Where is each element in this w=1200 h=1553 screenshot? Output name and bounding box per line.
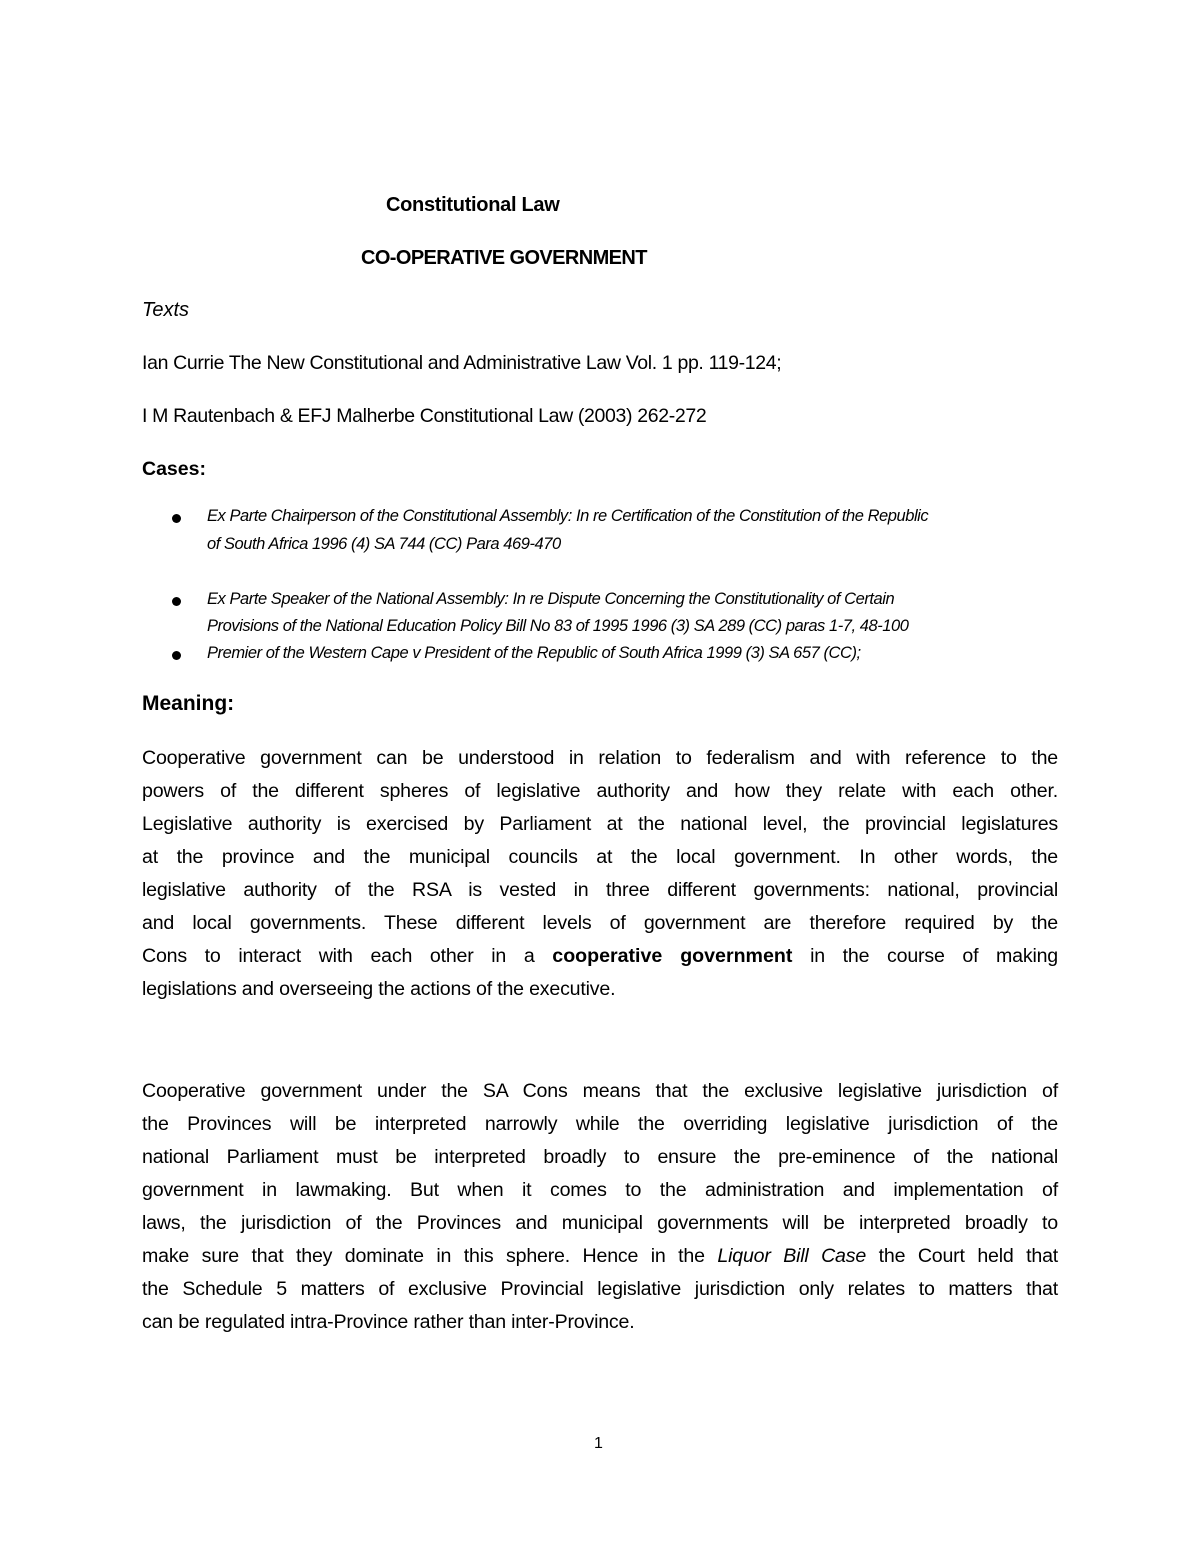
texts-label: Texts xyxy=(142,299,190,321)
paragraph-line: the Provinces will be interpreted narrowly while the overriding legislative jurisdiction of the xyxy=(142,1113,1058,1135)
cases-heading: Cases: xyxy=(142,458,206,480)
reference-item: I M Rautenbach & EFJ Malherbe Constitutional Law (2003) 262-272 xyxy=(142,405,707,427)
bold-term: cooperative government xyxy=(552,945,793,967)
text-run: in the course of making xyxy=(810,945,1058,967)
paragraph-line: can be regulated intra-Province rather than inter-Province. xyxy=(142,1311,635,1333)
paragraph-line: the Schedule 5 matters of exclusive Provincial legislative jurisdiction only relates to matters that xyxy=(142,1278,1058,1300)
case-line: Ex Parte Chairperson of the Constitutional Assembly: In re Certification of the Constitution of the Republic xyxy=(207,507,929,525)
text-run: the Court held that xyxy=(878,1245,1059,1267)
paragraph-line: at the province and the municipal councils at the local government. In other words, the xyxy=(142,846,1058,868)
paragraph-line: Legislative authority is exercised by Parliament at the national level, the provincial legislatures xyxy=(142,813,1058,835)
paragraph-line: legislative authority of the RSA is vested in three different governments: national, provincial xyxy=(142,879,1058,901)
paragraph-line: legislations and overseeing the actions of the executive. xyxy=(142,978,616,1000)
paragraph-line: Cooperative government can be understood in relation to federalism and with reference to the xyxy=(142,747,1058,769)
text-run: Cons to interact with each other in a xyxy=(142,945,535,967)
italic-case-name: Liquor Bill Case xyxy=(717,1245,867,1267)
paragraph xyxy=(142,1075,1058,1339)
reference-item: Ian Currie The New Constitutional and Administrative Law Vol. 1 pp. 119-124; xyxy=(142,352,782,374)
paragraph-line: Cooperative government under the SA Cons means that the exclusive legislative jurisdiction of xyxy=(142,1080,1058,1102)
paragraph-line: laws, the jurisdiction of the Provinces and municipal governments will be interpreted broadly to xyxy=(142,1212,1058,1234)
case-line: Provisions of the National Education Policy Bill No 83 of 1995 1996 (3) SA 289 (CC) paras 1-7, 48-100 xyxy=(207,617,909,635)
case-line: Premier of the Western Cape v President of the Republic of South Africa 1999 (3) SA 657 (CC); xyxy=(207,644,861,662)
paragraph-line: national Parliament must be interpreted broadly to ensure the pre-eminence of the national xyxy=(142,1146,1058,1168)
text-run: make sure that they dominate in this sphere. Hence in the xyxy=(142,1245,705,1267)
paragraph-line: powers of the different spheres of legislative authority and how they relate with each other. xyxy=(142,780,1058,802)
case-line: of South Africa 1996 (4) SA 744 (CC) Para 469-470 xyxy=(207,535,561,553)
page-number: 1 xyxy=(594,1435,603,1452)
meaning-heading: Meaning: xyxy=(142,692,235,715)
document-subtitle: CO-OPERATIVE GOVERNMENT xyxy=(361,247,647,269)
paragraph-line xyxy=(142,1240,1058,1273)
bullet-icon xyxy=(172,597,181,606)
paragraph-line xyxy=(142,940,1058,973)
document-title: Constitutional Law xyxy=(386,194,560,216)
paragraph-line: government in lawmaking. But when it comes to the administration and implementation of xyxy=(142,1179,1058,1201)
bullet-icon xyxy=(172,651,181,660)
paragraph-line: and local governments. These different levels of government are therefore required by the xyxy=(142,912,1058,934)
bullet-icon xyxy=(172,514,181,523)
paragraph xyxy=(142,742,1058,1006)
case-line: Ex Parte Speaker of the National Assembly: In re Dispute Concerning the Constitutionality of Certain xyxy=(207,590,895,608)
